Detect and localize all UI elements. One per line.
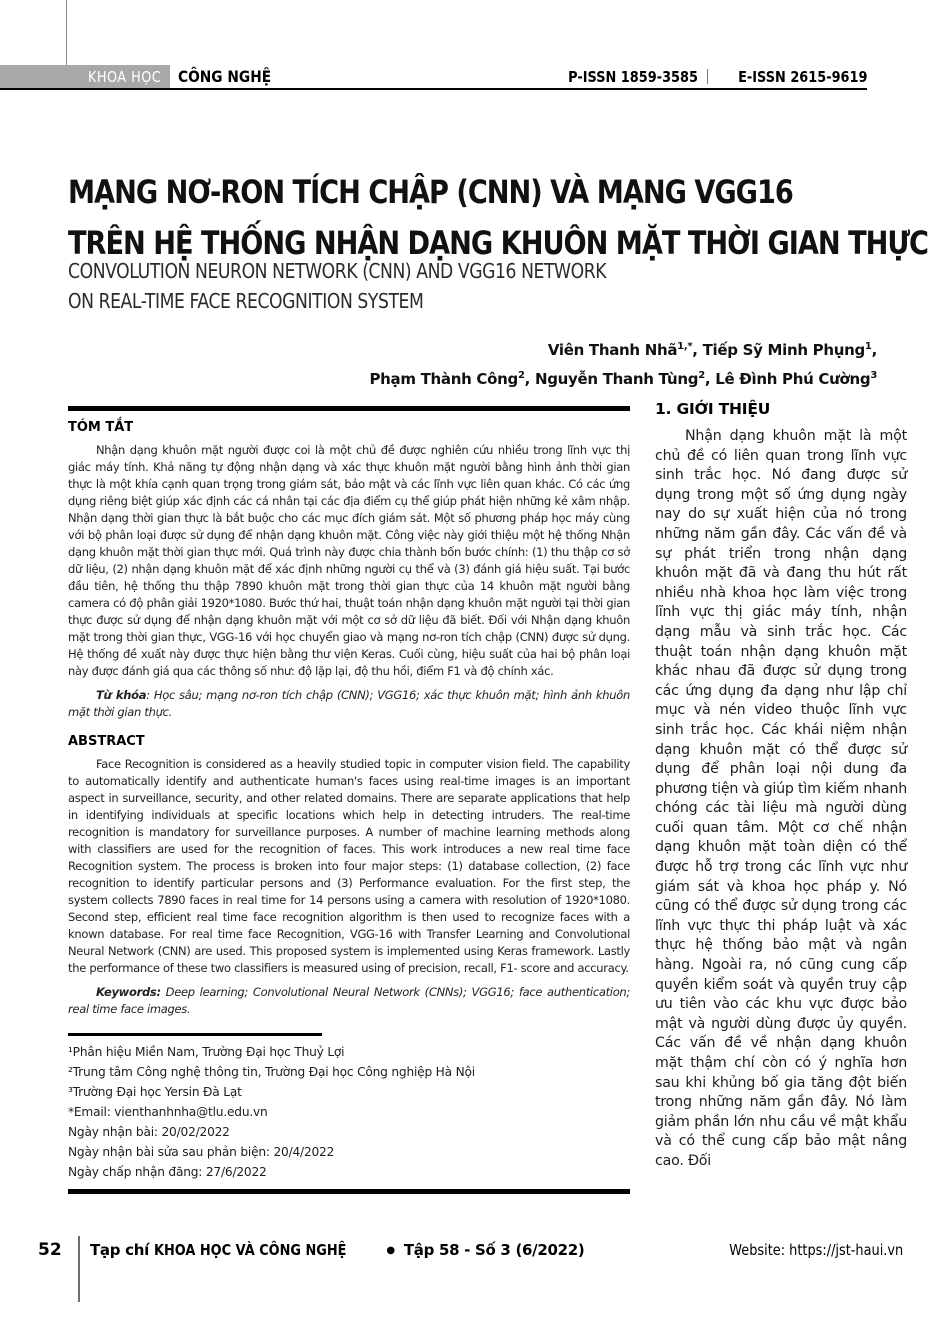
- author-name: Phạm Thành Công: [369, 370, 518, 388]
- header-section-science: [0, 65, 170, 88]
- journal-prefix: Tạp chí: [90, 1241, 149, 1259]
- abstract-vi-heading: TÓM TẮT: [68, 420, 134, 435]
- affiliation-3: ³Trường Đại học Yersin Đà Lạt: [68, 1085, 242, 1099]
- footer-bullet: ●: [386, 1245, 396, 1256]
- issn-block: [547, 65, 867, 88]
- article-title-en-line1: CONVOLUTION NEURON NETWORK (CNN) AND VGG16 NETWORK: [68, 259, 607, 283]
- author-name: Lê Đình Phú Cường: [715, 370, 871, 388]
- header-tech-label: CÔNG NGHỆ: [178, 67, 272, 86]
- abstract-column: [68, 406, 630, 1194]
- introduction-column: [655, 400, 907, 1172]
- keywords-vi-label: Từ khóa: [96, 688, 147, 702]
- date-accepted: Ngày chấp nhận đăng: 27/6/2022: [68, 1165, 267, 1179]
- page-footer: [0, 1236, 943, 1316]
- footer-divider: [78, 1236, 80, 1302]
- author-affmark: 2: [517, 370, 525, 381]
- keywords-en: [68, 984, 630, 1018]
- keywords-vi-text: : Học sâu; mạng nơ-ron tích chập (CNN); VGG16; xác thực khuôn mặt; hình ảnh khuôn mặt thời gian thực.: [68, 688, 630, 719]
- affiliation-rule: [68, 1033, 322, 1036]
- page-header: [0, 65, 867, 90]
- abstract-en-heading: ABSTRACT: [68, 734, 145, 749]
- footer-journal-line: [90, 1241, 584, 1259]
- author-name: Viên Thanh Nhã: [547, 341, 678, 359]
- date-revised: Ngày nhận bài sửa sau phản biện: 20/4/2022: [68, 1145, 335, 1159]
- website-text: Website: https://jst-haui.vn: [729, 1241, 903, 1259]
- author-affmark: 2: [698, 370, 705, 381]
- top-margin-divider: [66, 0, 67, 65]
- keywords-en-label: Keywords:: [96, 985, 161, 999]
- author-affmark: 1,*: [677, 341, 693, 352]
- issn-print: P-ISSN 1859-3585: [567, 67, 698, 86]
- abstract-en-body: Face Recognition is considered as a heavily studied topic in computer vision field. The capability to automatically identify and authenticate human's faces using real-time images is an important aspect in surveillance, security, and other related domains. There are separate applications that help in identifying individuals at specific locations which help in detecting intruders. The real-time recognition is mandatory for surveillance purposes. A number of machine learning methods along with classifiers are used for the recognition of faces. This work introduces a new real time face Recognition system. The process is broken into four major steps: (1) database collection, (2) face recognition to identify particular persons and (3) Performance evaluation. For the first step, the system collects 7890 faces in real time for 14 persons using a camera with resolution of 1920*1080. Second step, efficient real time face recognition algorithm is then used to recognize faces with a known database. For real time face Recognition, VGG-16 with Transfer Learning and Convolutional Neural Network (CNN) are used. This proposed system is implemented using Keras framework. Lastly the performance of these two classifiers is measured using of precision, recall, F1- score and accuracy.: [68, 757, 630, 975]
- introduction-body: Nhận dạng khuôn mặt là một chủ đề có liên quan trong lĩnh vực sinh trắc học. Nó đang được sử dụng trong một số ứng dụng ngày nay do sự xuất hiện của nó trong những năm gần đây. Các vấn đề và sự phát triển trong nhận dạng khuôn mặt đã và đang thu hút rất nhiều nhà khoa học làm việc trong lĩnh vực thị giác máy tính, nhận dạng mẫu và sinh trắc học. Các thuật toán nhận dạng khuôn mặt khác nhau đã được sử dụng trong các ứng dụng đa dạng như lập chỉ mục và nén video thuộc lĩnh vực sinh trắc học. Các khái niệm nhận dạng khuôn mặt có thể được sử dụng để phân loại nội dung đa phương tiện và giúp tìm kiếm nhanh chóng các tài liệu mà người dùng cuối quan tâm. Một cơ chế nhận dạng khuôn mặt toàn diện có thể được hỗ trợ trong các lĩnh vực như giám sát và khoa học pháp y. Nó cũng có thể được sử dụng trong các lĩnh vực thực thi pháp luật và xác thực hệ thống bảo mật và ngân hàng. Ngoài ra, nó cũng cung cấp quyền kiểm soát và quyền truy cập ưu tiên vào các khu vực được bảo mật và người dùng được ủy quyền. Các vấn đề về nhận dạng khuôn mặt thậm chí còn có ý nghĩa hơn sau khi khủng bố gia tăng đột biến trong những năm gần đây. Nó làm giảm phần lớn nhu cầu về mật khẩu và có thể cung cấp bảo mật nâng cao. Đối: [655, 428, 907, 1169]
- article-title-vi-line1: MẠNG NƠ-RON TÍCH CHẬP (CNN) VÀ MẠNG VGG16: [68, 173, 793, 212]
- author-name: Nguyễn Thanh Tùng: [534, 370, 699, 388]
- header-section-tech: [178, 65, 286, 88]
- abstract-vi-body: Nhận dạng khuôn mặt người được coi là một chủ đề được nghiên cứu nhiều trong lĩnh vực thị giác máy tính. Khả năng tự động nhận dạng và xác thực khuôn mặt người bằng hình ảnh thời gian thực là một khía cạnh quan trọng trong giám sát, bảo mật và các lĩnh vực liên quan khác. Có các ứng dụng riêng biệt giúp xác định các cá nhân tại các địa điểm cụ thể giúp phát hiện những kẻ xâm nhập. Nhận dạng thời gian thực là bắt buộc cho các mục đích giám sát. Một số phương pháp học máy cùng với bộ phân loại được sử dụng để nhận dạng khuôn mặt. Công việc này giới thiệu một hệ thống Nhận dạng khuôn mặt thời gian thực mới. Quá trình này được chia thành bốn bước chính: (1) thu thập cơ sở dữ liệu, (2) nhận dạng khuôn mặt để xác định những người cụ thể và (3) đánh giá hiệu suất. Tại bước đầu tiên, hệ thống thu thập 7890 khuôn mặt trong thời gian thực của 14 khuôn mặt người bằng camera có độ phân giải 1920*1080. Bước thứ hai, thuật toán nhận dạng khuôn mặt người tại thời gian thực được sử dụng để nhận dạng khuôn mặt với một cơ sở dữ liệu đã biết. Đối với Nhận dạng khuôn mặt trong thời gian thực, VGG-16 với học chuyển giao và mạng nơ-ron tích chập (CNN) được sử dụng. Hệ thống đề xuất này được thực hiện bằng thư viện Keras. Cuối cùng, hiệu suất của hai bộ phân loại này được đánh giá qua các thông số như: độ lặp lại, độ thu hồi, điểm F1 và độ chính xác.: [68, 443, 630, 678]
- abstract-bottom-rule: [68, 1189, 630, 1194]
- article-title-en: [68, 256, 694, 316]
- keywords-vi: [68, 687, 630, 721]
- header-science-label: KHOA HỌC: [87, 67, 161, 86]
- issn-online: E-ISSN 2615-9619: [737, 67, 867, 86]
- corresponding-email: *Email: vienthanhnha@tlu.edu.vn: [68, 1105, 268, 1119]
- abstract-top-rule: [68, 406, 630, 411]
- author-affmark: 1: [864, 341, 872, 352]
- author-line-2: Phạm Thành Công$^2$, Nguyễn Thanh Tùng$^2$, Lê Đình Phú Cường$^3$: [369, 370, 877, 388]
- issn-divider: [707, 69, 708, 84]
- affiliation-2: ²Trung tâm Công nghệ thông tin, Trường Đại học Công nghiệp Hà Nội: [68, 1065, 475, 1079]
- journal-name: KHOA HỌC VÀ CÔNG NGHỆ: [153, 1241, 347, 1259]
- article-title-vi-line2: TRÊN HỆ THỐNG NHẬN DẠNG KHUÔN MẶT THỜI GIAN THỰC: [68, 224, 929, 263]
- author-name: Tiếp Sỹ Minh Phụng: [702, 341, 865, 359]
- author-affmark: 3: [870, 370, 877, 381]
- author-line-1: Viên Thanh Nhã$^{1,*}$, Tiếp Sỹ Minh Phụng$^1$,: [547, 341, 877, 359]
- affiliation-1: ¹Phân hiệu Miền Nam, Trường Đại học Thuỷ Lợi: [68, 1045, 345, 1059]
- section-heading-introduction: 1. GIỚI THIỆU: [655, 400, 771, 418]
- keywords-en-text: Deep learning; Convolutional Neural Network (CNNs); VGG16; face authentication; real time face images.: [68, 985, 630, 1016]
- author-list: [369, 334, 877, 392]
- page-number: 52: [38, 1240, 62, 1260]
- article-title-en-line2: ON REAL-TIME FACE RECOGNITION SYSTEM: [68, 289, 424, 313]
- article-title-vi: [68, 167, 943, 269]
- date-received: Ngày nhận bài: 20/02/2022: [68, 1125, 230, 1139]
- affiliations-and-dates: [68, 1042, 630, 1182]
- journal-issue: Tập 58 - Số 3 (6/2022): [403, 1241, 585, 1259]
